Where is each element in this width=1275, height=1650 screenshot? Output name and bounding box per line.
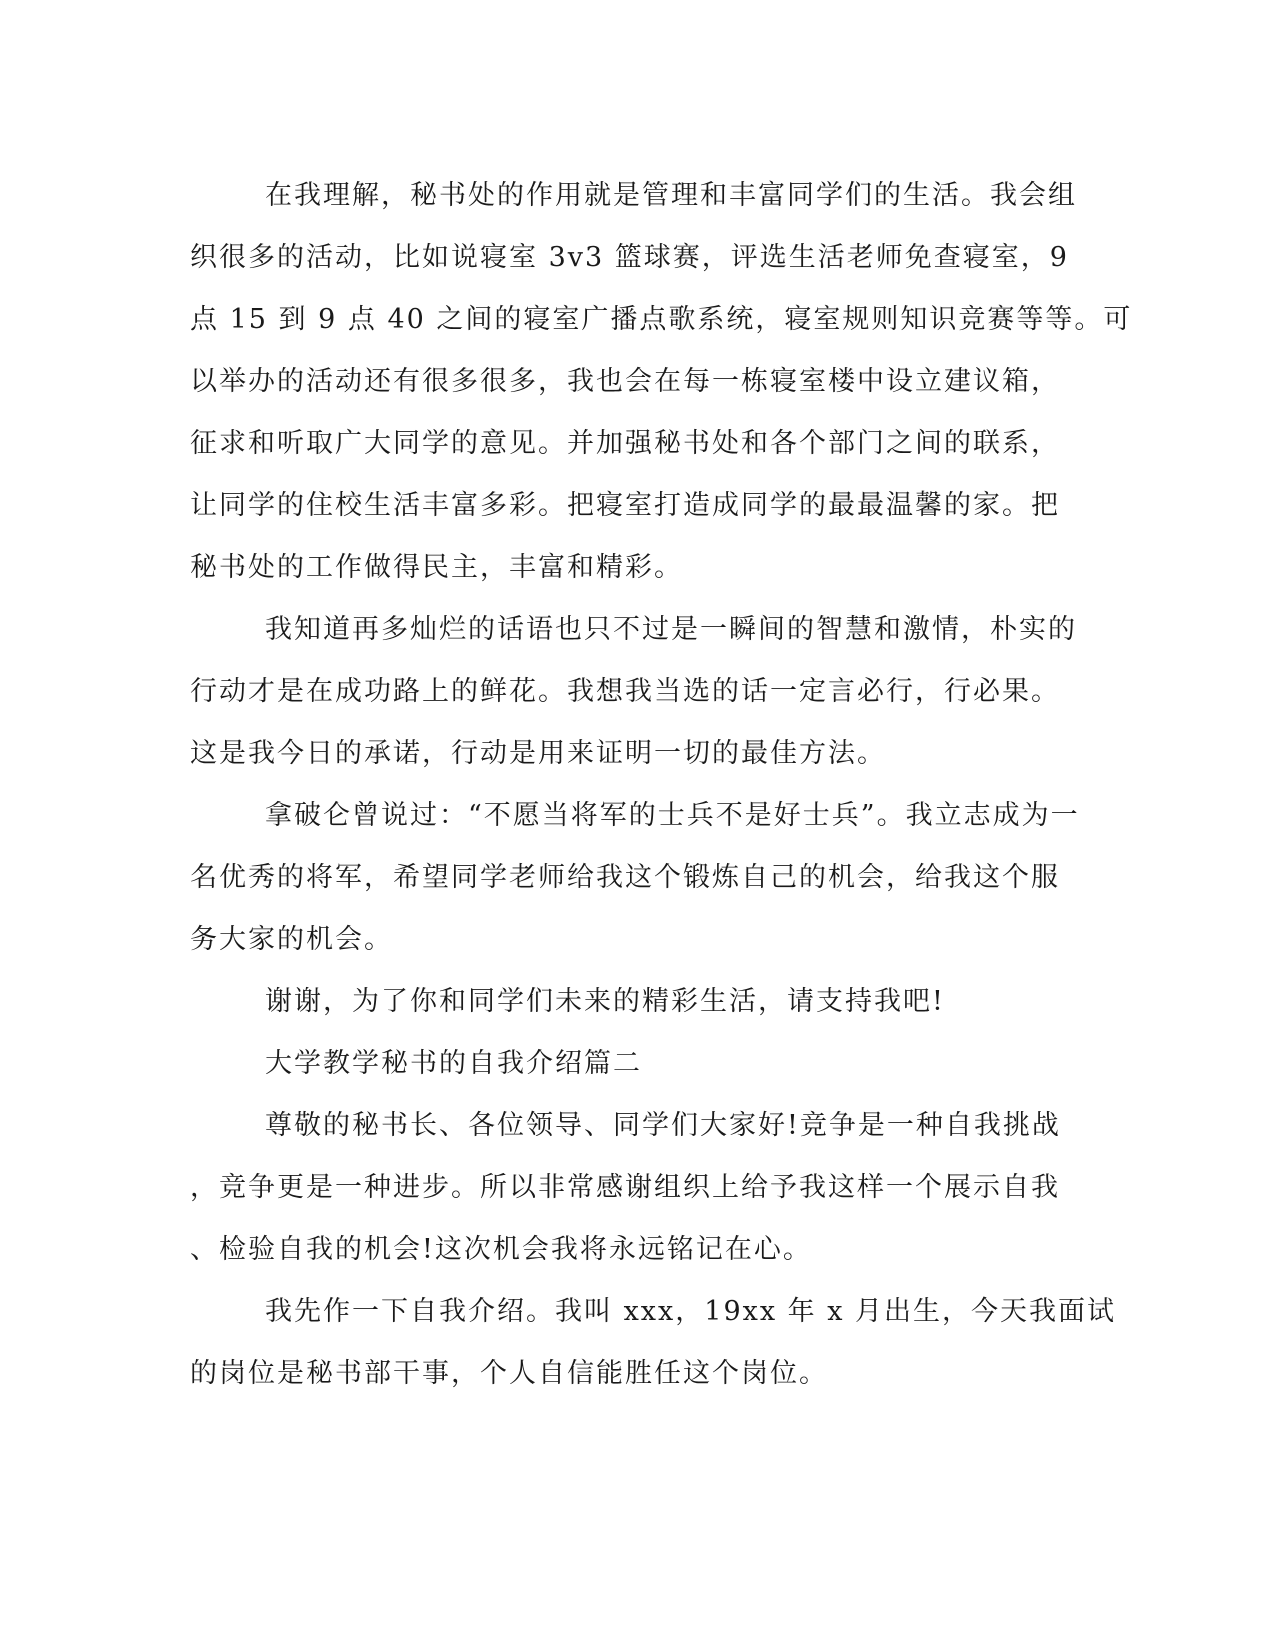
- text-line: 拿破仑曾说过：“不愿当将军的士兵不是好士兵”。我立志成为一: [265, 800, 1080, 831]
- text-line: 我知道再多灿烂的话语也只不过是一瞬间的智慧和激情，朴实的: [265, 614, 1077, 645]
- text-line: 以举办的活动还有很多很多，我也会在每一栋寝室楼中设立建议箱，: [190, 366, 1060, 397]
- text-line: 的岗位是秘书部干事，个人自信能胜任这个岗位。: [190, 1358, 828, 1389]
- document-body: [190, 165, 1133, 1405]
- text-line: 谢谢，为了你和同学们未来的精彩生活，请支持我吧!: [265, 986, 945, 1017]
- text-line: 织很多的活动，比如说寝室 3v3 篮球赛，评选生活老师免查寝室，9: [190, 242, 1069, 273]
- text-line: 点 15 到 9 点 40 之间的寝室广播点歌系统，寝室规则知识竞赛等等。可: [190, 304, 1133, 335]
- text-line: 这是我今日的承诺，行动是用来证明一切的最佳方法。: [190, 738, 886, 769]
- text-line: 务大家的机会。: [190, 924, 393, 955]
- text-line: 名优秀的将军，希望同学老师给我这个锻炼自己的机会，给我这个服: [190, 862, 1060, 893]
- text-line: 在我理解，秘书处的作用就是管理和丰富同学们的生活。我会组: [265, 180, 1077, 211]
- text-line: 、检验自我的机会!这次机会我将永远铭记在心。: [190, 1234, 812, 1265]
- text-line: ，竞争更是一种进步。所以非常感谢组织上给予我这样一个展示自我: [190, 1172, 1060, 1203]
- section-heading: 大学教学秘书的自我介绍篇二: [265, 1048, 642, 1079]
- text-line: 让同学的住校生活丰富多彩。把寝室打造成同学的最最温馨的家。把: [190, 490, 1060, 521]
- text-line: 征求和听取广大同学的意见。并加强秘书处和各个部门之间的联系，: [190, 428, 1060, 459]
- text-line: 行动才是在成功路上的鲜花。我想我当选的话一定言必行，行必果。: [190, 676, 1060, 707]
- text-line: 秘书处的工作做得民主，丰富和精彩。: [190, 552, 683, 583]
- text-line: 尊敬的秘书长、各位领导、同学们大家好!竞争是一种自我挑战: [265, 1110, 1061, 1141]
- text-line: 我先作一下自我介绍。我叫 xxx，19xx 年 x 月出生，今天我面试: [265, 1296, 1117, 1327]
